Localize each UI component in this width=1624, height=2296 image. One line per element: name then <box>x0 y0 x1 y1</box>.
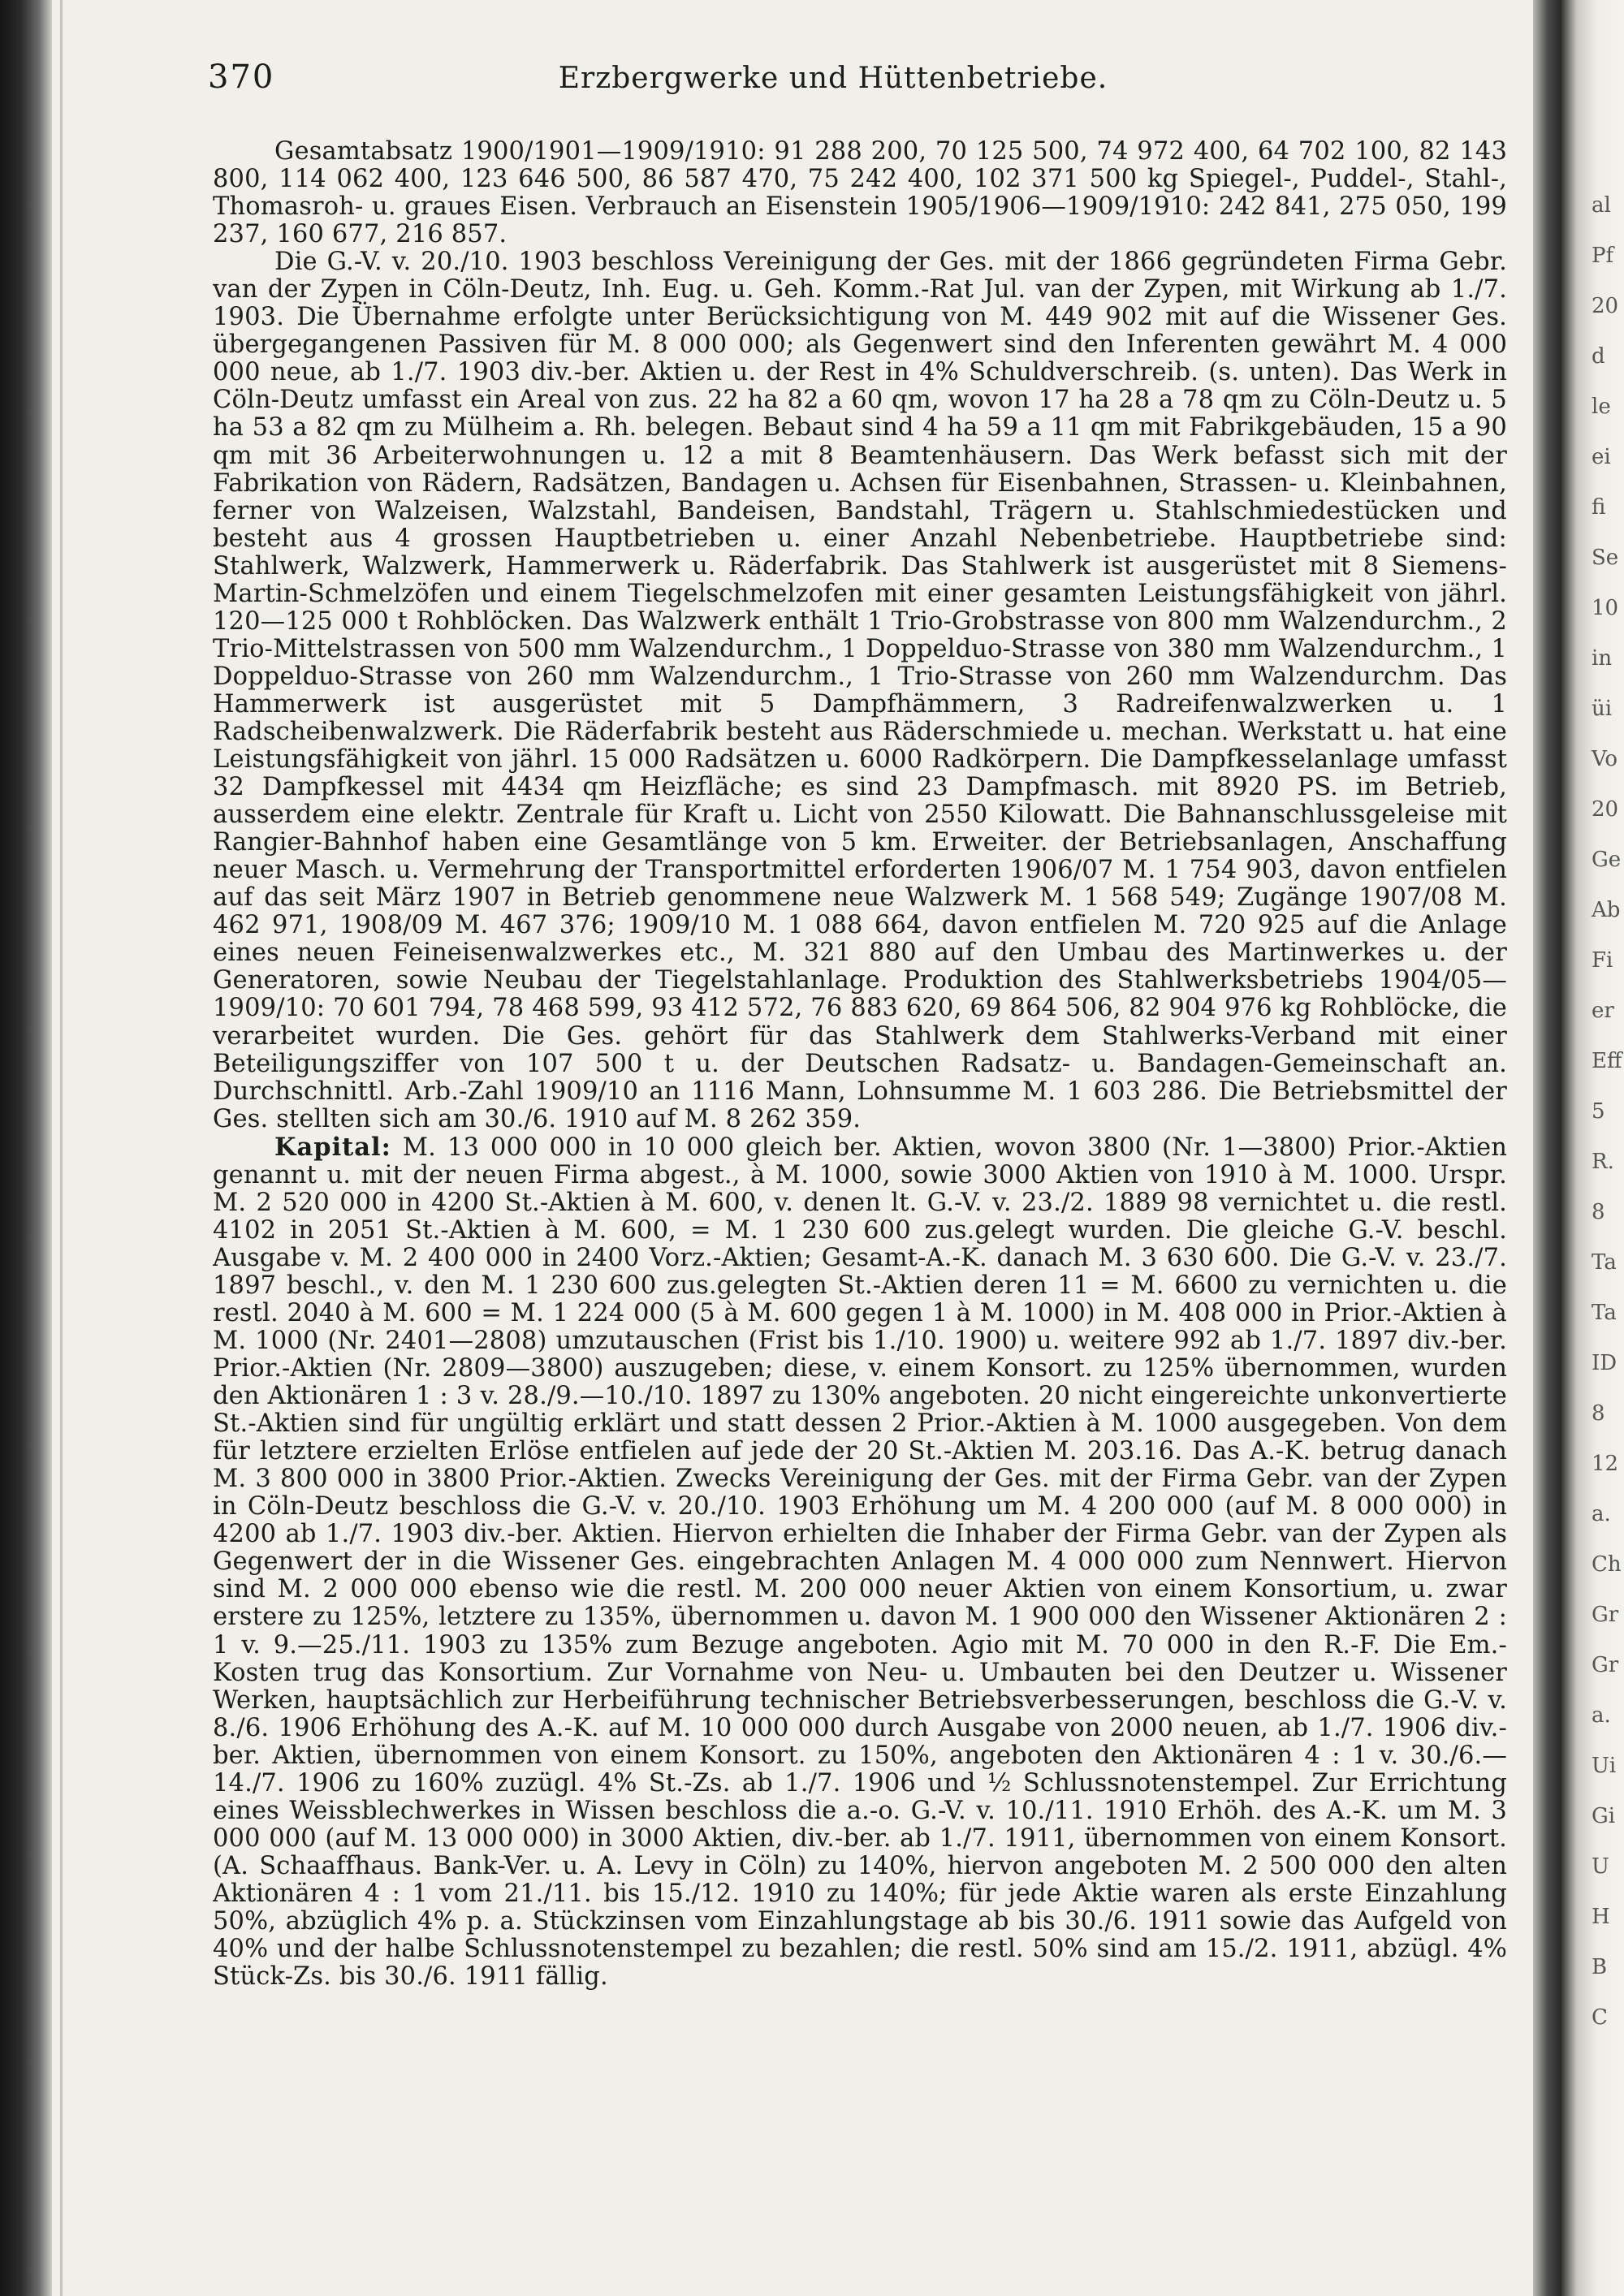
adjacent-page-fragment: 12 <box>1592 1452 1619 1476</box>
adjacent-page-fragment: Vo <box>1592 747 1618 771</box>
adjacent-page-fragment: H <box>1592 1905 1610 1929</box>
adjacent-page-fragment: 8 <box>1592 1401 1605 1426</box>
adjacent-page-fragment: Pf <box>1592 244 1614 268</box>
adjacent-page-fragment: 20 <box>1592 797 1619 822</box>
adjacent-page-fragment: Gr <box>1592 1653 1619 1677</box>
page-body <box>213 138 1507 2273</box>
paragraph-absatz <box>213 138 1507 248</box>
adjacent-page-fragment: B <box>1592 1955 1608 1979</box>
adjacent-page-fragment: 8 <box>1592 1200 1605 1224</box>
adjacent-page-edge <box>1533 0 1624 2296</box>
adjacent-page-fragment: Ta <box>1592 1250 1617 1275</box>
adjacent-page-fragment: al <box>1592 193 1611 218</box>
section-label-kapital: Kapital: <box>274 1132 391 1162</box>
adjacent-page-fragment: Ui <box>1592 1754 1617 1778</box>
paragraph-text: Die G.-V. v. 20./10. 1903 beschloss Vereinigung der Ges. mit der 1866 gegründeten Firma Gebr. van der Zypen in Cöln-Deutz, Inh. Eug. u. Geh. Komm.-Rat Jul. van der Zypen, mit Wirkung ab 1./7. 1903. Die Übernahme erfolgte unter Berücksichtigung von M. 449 902 mit auf die Wissener Ges. übergegangenen Passiven für M. 8 000 000; als Gegenwert sind den Inferenten gewährt M. 4 000 000 neue, ab 1./7. 1903 div.-ber. Aktien u. der Rest in 4% Schuldverschreib. (s. unten). Das Werk in Cöln-Deutz umfasst ein Areal von zus. 22 ha 82 a 60 qm, wovon 17 ha 28 a 78 qm zu Cöln-Deutz u. 5 ha 53 a 82 qm zu Mülheim a. Rh. belegen. Bebaut sind 4 ha 59 a 11 qm mit Fabrikgebäuden, 15 a 90 qm mit 36 Arbeiterwohnungen u. 12 a mit 8 Beamtenhäusern. Das Werk befasst sich mit der Fabrikation von Rädern, Radsätzen, Bandagen u. Achsen für Eisenbahnen, Strassen- u. Kleinbahnen, ferner von Walzeisen, Walzstahl, Bandeisen, Bandstahl, Trägern u. Stahlschmiedestücken und besteht aus 4 grossen Hauptbetrieben u. einer Anzahl Nebenbetriebe. Hauptbetriebe sind: Stahlwerk, Walzwerk, Hammerwerk u. Räderfabrik. Das Stahlwerk ist ausgerüstet mit 8 Siemens-Martin-Schmelzöfen und einem Tiegelschmelzofen mit einer gesamten Leistungsfähigkeit von jährl. 120—125 000 t Rohblöcken. Das Walzwerk enthält 1 Trio-Grobstrasse von 800 mm Walzendurchm., 2 Trio-Mittelstrassen von 500 mm Walzendurchm., 1 Doppelduo-Strasse von 380 mm Walzendurchm., 1 Doppelduo-Strasse von 260 mm Walzendurchm., 1 Trio-Strasse von 260 mm Walzendurchm. Das Hammerwerk ist ausgerüstet mit 5 Dampfhämmern, 3 Radreifenwalzwerken u. 1 Radscheibenwalzwerk. Die Räderfabrik besteht aus Räderschmiede u. mechan. Werkstatt u. hat eine Leistungsfähigkeit von jährl. 15 000 Radsätzen u. 6000 Radkörpern. Die Dampfkesselanlage umfasst 32 Dampfkessel mit 4434 qm Heizfläche; es sind 23 Dampfmasch. mit 8920 PS. im Betrieb, ausserdem eine elektr. Zentrale für Kraft u. Licht von 2550 Kilowatt. Die Bahnanschlussgeleise mit Rangier-Bahnhof haben eine Gesamtlänge von 5 km. Erweiter. der Betriebsanlagen, Anschaffung neuer Masch. u. Vermehrung der Transportmittel erforderten 1906/07 M. 1 754 903, davon entfielen auf das seit März 1907 in Betrieb genommene neue Walzwerk M. 1 568 549; Zugänge 1907/08 M. 462 971, 1908/09 M. 467 376; 1909/10 M. 1 088 664, davon entfielen M. 720 925 auf die Anlage eines neuen Feineisenwalzwerkes etc., M. 321 880 auf den Umbau des Martinwerkes u. der Generatoren, sowie Neubau der Tiegelstahlanlage. Produktion des Stahlwerksbetriebs 1904/05—1909/10: 70 601 794, 78 468 599, 93 412 572, 76 883 620, 69 864 506, 82 904 976 kg Rohblöcke, die verarbeitet wurden. Die Ges. gehört für das Stahlwerk dem Stahlwerks-Verband mit einer Beteiligungsziffer von 107 500 t u. der Deutschen Radsatz- u. Bandagen-Gemeinschaft an. Durchschnittl. Arb.-Zahl 1909/10 an 1116 Mann, Lohnsumme M. 1 603 286. Die Betriebsmittel der Ges. stellten sich am 30./6. 1910 auf M. 8 262 359. <box>213 248 1507 1133</box>
adjacent-page-fragment: üi <box>1592 697 1613 721</box>
adjacent-page-fragment: Ab <box>1592 898 1621 922</box>
paragraph-vereinigung <box>213 248 1507 1133</box>
adjacent-page-fragment: Fi <box>1592 948 1613 973</box>
adjacent-page-fragment: Ch <box>1592 1552 1622 1577</box>
adjacent-page-fragment: er <box>1592 999 1614 1023</box>
binding-crease <box>60 0 63 2296</box>
adjacent-page-fragment: C <box>1592 2005 1608 2030</box>
page-header <box>208 58 1507 107</box>
adjacent-page-fragment: Gi <box>1592 1804 1616 1828</box>
adjacent-page-fragment: Ge <box>1592 848 1622 872</box>
adjacent-page-fragment: Ta <box>1592 1301 1617 1325</box>
adjacent-page-fragment: Se <box>1592 546 1619 570</box>
adjacent-page-fragment: 20 <box>1592 294 1619 318</box>
paragraph-text: M. 13 000 000 in 10 000 gleich ber. Aktien, wovon 3800 (Nr. 1—3800) Prior.-Aktien genannt u. mit der neuen Firma abgest., à M. 1000, sowie 3000 Aktien von 1910 à M. 1000. Urspr. M. 2 520 000 in 4200 St.-Aktien à M. 600, v. denen lt. G.-V. v. 23./2. 1889 98 vernichtet u. die restl. 4102 in 2051 St.-Aktien à M. 600, = M. 1 230 600 zus.gelegt wurden. Die gleiche G.-V. beschl. Ausgabe v. M. 2 400 000 in 2400 Vorz.-Aktien; Gesamt-A.-K. danach M. 3 630 600. Die G.-V. v. 23./7. 1897 beschl., v. den M. 1 230 600 zus.gelegten St.-Aktien deren 11 = M. 6600 zu vernichten u. die restl. 2040 à M. 600 = M. 1 224 000 (5 à M. 600 gegen 1 à M. 1000) in M. 408 000 in Prior.-Aktien à M. 1000 (Nr. 2401—2808) umzutauschen (Frist bis 1./10. 1900) u. weitere 992 ab 1./7. 1897 div.-ber. Prior.-Aktien (Nr. 2809—3800) auszugeben; diese, v. einem Konsort. zu 125% übernommen, wurden den Aktionären 1 : 3 v. 28./9.—10./10. 1897 zu 130% angeboten. 20 nicht eingereichte unkonvertierte St.-Aktien sind für ungültig erklärt und statt dessen 2 Prior.-Aktien à M. 1000 ausgegeben. Von dem für letztere erzielten Erlöse entfielen auf jede der 20 St.-Aktien M. 203.16. Das A.-K. betrug danach M. 3 800 000 in 3800 Prior.-Aktien. Zwecks Vereinigung der Ges. mit der Firma Gebr. van der Zypen in Cöln-Deutz beschloss die G.-V. v. 20./10. 1903 Erhöhung um M. 4 200 000 (auf M. 8 000 000) in 4200 ab 1./7. 1903 div.-ber. Aktien. Hiervon erhielten die Inhaber der Firma Gebr. van der Zypen als Gegenwert der in die Wissener Ges. eingebrachten Anlagen M. 4 000 000 zum Nennwert. Hiervon sind M. 2 000 000 ebenso wie die restl. M. 200 000 neuer Aktien von einem Konsortium, u. zwar erstere zu 125%, letztere zu 135%, übernommen u. davon M. 1 900 000 den Wissener Aktionären 2 : 1 v. 9.—25./11. 1903 zu 135% zum Bezuge angeboten. Agio mit M. 70 000 in den R.-F. Die Em.-Kosten trug das Konsortium. Zur Vornahme von Neu- u. Umbauten bei den Deutzer u. Wissener Werken, hauptsächlich zur Herbeiführung technischer Betriebsverbesserungen, beschloss die G.-V. v. 8./6. 1906 Erhöhung des A.-K. auf M. 10 000 000 durch Ausgabe von 2000 neuen, ab 1./7. 1906 div.-ber. Aktien, übernommen von einem Konsort. zu 150%, angeboten den Aktionären 4 : 1 v. 30./6.—14./7. 1906 zu 160% zuzügl. 4% St.-Zs. ab 1./7. 1906 und ½ Schlussnotenstempel. Zur Errichtung eines Weissblechwerkes in Wissen beschloss die a.-o. G.-V. v. 10./11. 1910 Erhöh. des A.-K. um M. 3 000 000 (auf M. 13 000 000) in 3000 Aktien, div.-ber. ab 1./7. 1911, übernommen von einem Konsort. (A. Schaaffhaus. Bank-Ver. u. A. Levy in Cöln) zu 140%, hiervon angeboten M. 2 500 000 den alten Aktionären 4 : 1 vom 21./11. bis 15./12. 1910 zu 140%; für jede Aktie waren als erste Einzahlung 50%, abzüglich 4% p. a. Stückzinsen vom Einzahlungstage ab bis 30./6. 1911 sowie das Aufgeld von 40% und der halbe Schlussnotenstempel zu bezahlen; die restl. 50% sind am 15./2. 1911, abzügl. 4% Stück-Zs. bis 30./6. 1911 fällig. <box>213 1133 1507 1992</box>
adjacent-page-fragment: ID <box>1592 1351 1618 1375</box>
book-binding-shadow <box>0 0 52 2296</box>
adjacent-page-fragment: R. <box>1592 1150 1614 1174</box>
adjacent-page-fragment: a. <box>1592 1502 1611 1526</box>
adjacent-page-fragment: 5 <box>1592 1099 1605 1124</box>
adjacent-page-fragment: in <box>1592 646 1613 671</box>
adjacent-page-fragment: Eff <box>1592 1049 1622 1073</box>
adjacent-page-fragment: d <box>1592 344 1605 369</box>
paragraph-text: Gesamtabsatz 1900/1901—1909/1910: 91 288 200, 70 125 500, 74 972 400, 64 702 100, 82 143 800, 114 062 400, 123 646 500, 86 587 470, 75 242 400, 102 371 500 kg Spiegel-, Puddel-, Stahl-, Thomasroh- u. graues Eisen. Verbrauch an Eisenstein 1905/1906—1909/1910: 242 841, 275 050, 199 237, 160 677, 216 857. <box>213 138 1507 249</box>
adjacent-page-fragment: 10 <box>1592 596 1619 620</box>
adjacent-page-fragment: le <box>1592 395 1611 419</box>
adjacent-page-fragment: U <box>1592 1854 1609 1879</box>
page-number: 370 <box>208 58 275 96</box>
adjacent-page-fragment: fi <box>1592 495 1606 520</box>
adjacent-page-fragment: Gr <box>1592 1603 1619 1627</box>
adjacent-page-fragment: ei <box>1592 445 1611 469</box>
paragraph-kapital <box>213 1133 1507 1991</box>
adjacent-page-fragment: a. <box>1592 1703 1611 1728</box>
running-head: Erzbergwerke und Hüttenbetriebe. <box>558 62 1108 95</box>
